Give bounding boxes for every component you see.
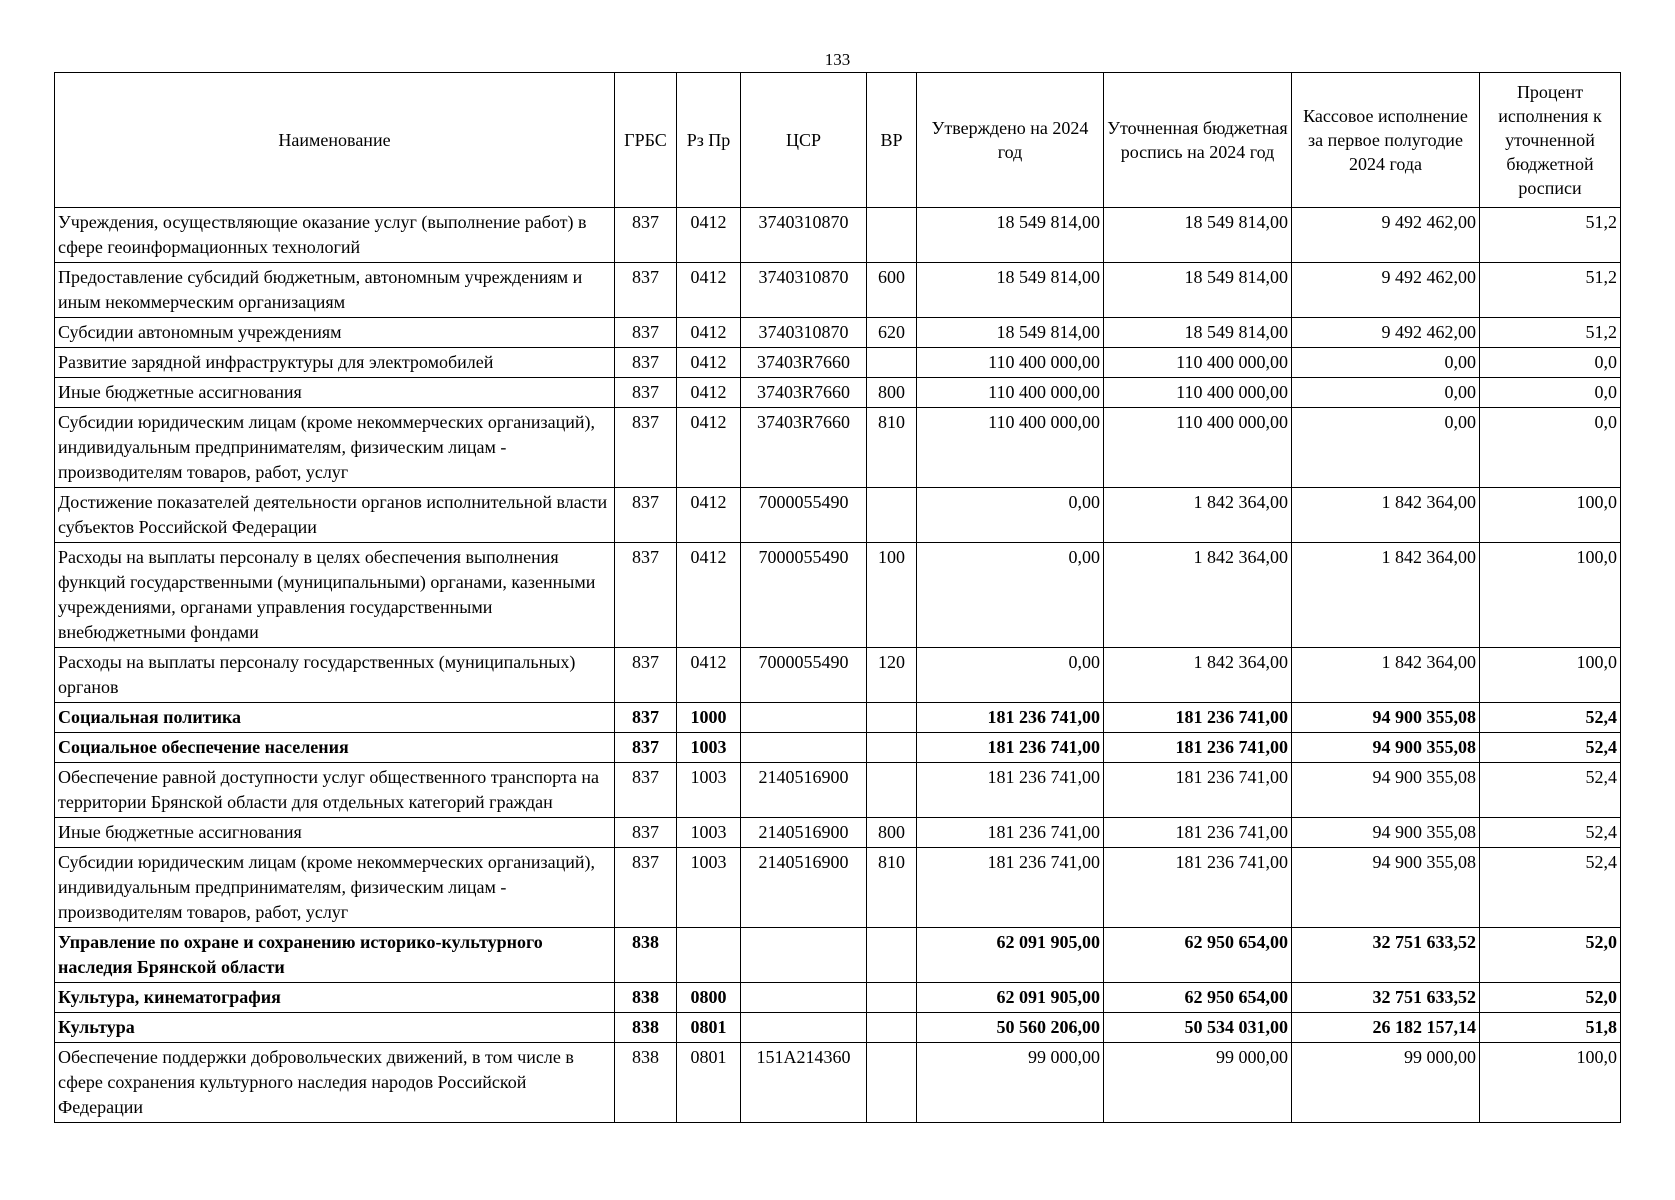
cell-approved: 181 236 741,00: [917, 763, 1104, 818]
cell-rzpr: 0412: [677, 318, 741, 348]
cell-csr: 151A214360: [741, 1043, 867, 1123]
cell-csr: 2140516900: [741, 763, 867, 818]
table-row: [55, 1013, 1621, 1043]
cell-vr: [867, 488, 917, 543]
cell-csr: 37403R7660: [741, 408, 867, 488]
cell-vr: 100: [867, 543, 917, 648]
cell-name: Управление по охране и сохранению историко-культурного наследия Брянской области: [55, 928, 615, 983]
cell-rzpr: 0412: [677, 543, 741, 648]
cell-refined: 99 000,00: [1104, 1043, 1292, 1123]
cell-name: Предоставление субсидий бюджетным, автономным учреждениям и иным некоммерческим организациям: [55, 263, 615, 318]
header-rzpr: Рз Пр: [677, 73, 741, 208]
cell-refined: 181 236 741,00: [1104, 733, 1292, 763]
cell-vr: [867, 348, 917, 378]
cell-name: Социальное обеспечение населения: [55, 733, 615, 763]
table-row: [55, 378, 1621, 408]
cell-grbs: 838: [615, 1013, 677, 1043]
cell-name: Обеспечение поддержки добровольческих движений, в том числе в сфере сохранения культурного наследия народов Российской Федерации: [55, 1043, 615, 1123]
cell-cash: 1 842 364,00: [1292, 543, 1480, 648]
cell-rzpr: [677, 928, 741, 983]
cell-approved: 62 091 905,00: [917, 928, 1104, 983]
cell-name: Субсидии юридическим лицам (кроме некоммерческих организаций), индивидуальным предпринимателям, физическим лицам - производителям товаров, работ, услуг: [55, 408, 615, 488]
cell-cash: 1 842 364,00: [1292, 648, 1480, 703]
table-row: [55, 488, 1621, 543]
cell-name: Расходы на выплаты персоналу в целях обеспечения выполнения функций государственными (муниципальными) органами, казенными учреждениями, органами управления государственными внебюджетными фондами: [55, 543, 615, 648]
page-number: 133: [824, 50, 851, 69]
cell-grbs: 837: [615, 818, 677, 848]
cell-refined: 110 400 000,00: [1104, 378, 1292, 408]
cell-percent: 100,0: [1480, 648, 1621, 703]
cell-name: Учреждения, осуществляющие оказание услуг (выполнение работ) в сфере геоинформационных технологий: [55, 208, 615, 263]
cell-csr: [741, 1013, 867, 1043]
cell-grbs: 837: [615, 848, 677, 928]
header-name: Наименование: [55, 73, 615, 208]
header-percent: Процент исполнения к уточненной бюджетной росписи: [1480, 73, 1621, 208]
cell-name: Социальная политика: [55, 703, 615, 733]
cell-percent: 52,4: [1480, 848, 1621, 928]
cell-cash: 9 492 462,00: [1292, 318, 1480, 348]
cell-grbs: 837: [615, 733, 677, 763]
cell-refined: 110 400 000,00: [1104, 348, 1292, 378]
cell-refined: 1 842 364,00: [1104, 488, 1292, 543]
cell-approved: 50 560 206,00: [917, 1013, 1104, 1043]
cell-cash: 1 842 364,00: [1292, 488, 1480, 543]
cell-rzpr: 1003: [677, 848, 741, 928]
cell-percent: 51,2: [1480, 208, 1621, 263]
cell-refined: 181 236 741,00: [1104, 848, 1292, 928]
cell-csr: 3740310870: [741, 263, 867, 318]
cell-approved: 181 236 741,00: [917, 848, 1104, 928]
cell-grbs: 837: [615, 348, 677, 378]
cell-approved: 99 000,00: [917, 1043, 1104, 1123]
cell-grbs: 837: [615, 378, 677, 408]
cell-percent: 0,0: [1480, 408, 1621, 488]
cell-vr: [867, 733, 917, 763]
cell-grbs: 837: [615, 543, 677, 648]
cell-vr: [867, 983, 917, 1013]
table-row: [55, 983, 1621, 1013]
cell-cash: 32 751 633,52: [1292, 928, 1480, 983]
header-grbs: ГРБС: [615, 73, 677, 208]
table-header-row: [55, 73, 1621, 208]
cell-grbs: 837: [615, 763, 677, 818]
cell-vr: 120: [867, 648, 917, 703]
cell-csr: [741, 983, 867, 1013]
cell-approved: 181 236 741,00: [917, 818, 1104, 848]
table-row: [55, 208, 1621, 263]
cell-cash: 94 900 355,08: [1292, 703, 1480, 733]
cell-csr: 7000055490: [741, 648, 867, 703]
header-approved: Утверждено на 2024 год: [917, 73, 1104, 208]
cell-approved: 0,00: [917, 488, 1104, 543]
cell-approved: 110 400 000,00: [917, 378, 1104, 408]
cell-percent: 52,0: [1480, 928, 1621, 983]
cell-approved: 110 400 000,00: [917, 408, 1104, 488]
cell-name: Иные бюджетные ассигнования: [55, 378, 615, 408]
cell-cash: 94 900 355,08: [1292, 818, 1480, 848]
cell-name: Иные бюджетные ассигнования: [55, 818, 615, 848]
cell-vr: [867, 208, 917, 263]
cell-approved: 18 549 814,00: [917, 208, 1104, 263]
cell-grbs: 837: [615, 208, 677, 263]
cell-refined: 181 236 741,00: [1104, 763, 1292, 818]
cell-refined: 50 534 031,00: [1104, 1013, 1292, 1043]
cell-refined: 62 950 654,00: [1104, 983, 1292, 1013]
cell-rzpr: 0412: [677, 648, 741, 703]
cell-percent: 52,4: [1480, 733, 1621, 763]
table-row: [55, 763, 1621, 818]
cell-csr: 3740310870: [741, 208, 867, 263]
cell-cash: 32 751 633,52: [1292, 983, 1480, 1013]
table-row: [55, 703, 1621, 733]
cell-percent: 52,4: [1480, 763, 1621, 818]
cell-approved: 18 549 814,00: [917, 263, 1104, 318]
table-row: [55, 1043, 1621, 1123]
cell-rzpr: 1003: [677, 763, 741, 818]
cell-refined: 18 549 814,00: [1104, 208, 1292, 263]
cell-cash: 94 900 355,08: [1292, 733, 1480, 763]
cell-approved: 181 236 741,00: [917, 733, 1104, 763]
cell-approved: 110 400 000,00: [917, 348, 1104, 378]
cell-vr: 810: [867, 408, 917, 488]
cell-percent: 52,0: [1480, 983, 1621, 1013]
cell-name: Развитие зарядной инфраструктуры для электромобилей: [55, 348, 615, 378]
table-row: [55, 348, 1621, 378]
cell-name: Субсидии автономным учреждениям: [55, 318, 615, 348]
cell-rzpr: 0412: [677, 348, 741, 378]
cell-cash: 9 492 462,00: [1292, 263, 1480, 318]
cell-percent: 51,2: [1480, 318, 1621, 348]
table-row: [55, 848, 1621, 928]
cell-cash: 0,00: [1292, 348, 1480, 378]
cell-name: Культура, кинематография: [55, 983, 615, 1013]
cell-name: Культура: [55, 1013, 615, 1043]
cell-rzpr: 0412: [677, 208, 741, 263]
cell-percent: 100,0: [1480, 1043, 1621, 1123]
cell-approved: 18 549 814,00: [917, 318, 1104, 348]
cell-percent: 51,8: [1480, 1013, 1621, 1043]
header-refined: Уточненная бюджетная роспись на 2024 год: [1104, 73, 1292, 208]
table-row: [55, 648, 1621, 703]
cell-vr: 620: [867, 318, 917, 348]
cell-cash: 94 900 355,08: [1292, 848, 1480, 928]
cell-grbs: 837: [615, 318, 677, 348]
cell-percent: 51,2: [1480, 263, 1621, 318]
cell-name: Достижение показателей деятельности органов исполнительной власти субъектов Российской Федерации: [55, 488, 615, 543]
cell-refined: 110 400 000,00: [1104, 408, 1292, 488]
table-row: [55, 928, 1621, 983]
cell-name: Обеспечение равной доступности услуг общественного транспорта на территории Брянской области для отдельных категорий граждан: [55, 763, 615, 818]
cell-grbs: 838: [615, 983, 677, 1013]
cell-grbs: 838: [615, 928, 677, 983]
cell-rzpr: 1003: [677, 733, 741, 763]
table-row: [55, 543, 1621, 648]
cell-cash: 26 182 157,14: [1292, 1013, 1480, 1043]
cell-approved: 62 091 905,00: [917, 983, 1104, 1013]
cell-cash: 94 900 355,08: [1292, 763, 1480, 818]
cell-rzpr: 0412: [677, 408, 741, 488]
table-row: [55, 263, 1621, 318]
table-row: [55, 733, 1621, 763]
cell-rzpr: 1000: [677, 703, 741, 733]
cell-vr: 600: [867, 263, 917, 318]
cell-csr: 37403R7660: [741, 348, 867, 378]
header-vr: ВР: [867, 73, 917, 208]
cell-rzpr: 0412: [677, 488, 741, 543]
cell-rzpr: 0801: [677, 1043, 741, 1123]
cell-rzpr: 0800: [677, 983, 741, 1013]
cell-csr: [741, 703, 867, 733]
budget-table: [54, 72, 1621, 1123]
header-cash: Кассовое исполнение за первое полугодие 2024 года: [1292, 73, 1480, 208]
cell-percent: 100,0: [1480, 543, 1621, 648]
cell-approved: 181 236 741,00: [917, 703, 1104, 733]
cell-csr: 7000055490: [741, 488, 867, 543]
cell-refined: 1 842 364,00: [1104, 648, 1292, 703]
table-body: [55, 208, 1621, 1123]
cell-cash: 0,00: [1292, 408, 1480, 488]
cell-refined: 181 236 741,00: [1104, 703, 1292, 733]
cell-vr: [867, 928, 917, 983]
cell-percent: 0,0: [1480, 348, 1621, 378]
header-csr: ЦСР: [741, 73, 867, 208]
cell-refined: 18 549 814,00: [1104, 318, 1292, 348]
cell-name: Расходы на выплаты персоналу государственных (муниципальных) органов: [55, 648, 615, 703]
cell-vr: [867, 703, 917, 733]
cell-refined: 1 842 364,00: [1104, 543, 1292, 648]
cell-refined: 181 236 741,00: [1104, 818, 1292, 848]
cell-vr: 810: [867, 848, 917, 928]
table-row: [55, 408, 1621, 488]
cell-vr: 800: [867, 378, 917, 408]
cell-csr: 3740310870: [741, 318, 867, 348]
cell-csr: 2140516900: [741, 818, 867, 848]
cell-rzpr: 0412: [677, 378, 741, 408]
table-row: [55, 318, 1621, 348]
cell-csr: 37403R7660: [741, 378, 867, 408]
cell-approved: 0,00: [917, 543, 1104, 648]
cell-grbs: 837: [615, 648, 677, 703]
cell-csr: [741, 733, 867, 763]
cell-refined: 18 549 814,00: [1104, 263, 1292, 318]
cell-percent: 52,4: [1480, 818, 1621, 848]
cell-vr: [867, 1043, 917, 1123]
cell-grbs: 837: [615, 488, 677, 543]
table-row: [55, 818, 1621, 848]
cell-vr: [867, 763, 917, 818]
cell-percent: 52,4: [1480, 703, 1621, 733]
cell-cash: 0,00: [1292, 378, 1480, 408]
cell-cash: 9 492 462,00: [1292, 208, 1480, 263]
cell-rzpr: 0801: [677, 1013, 741, 1043]
cell-grbs: 837: [615, 703, 677, 733]
cell-vr: 800: [867, 818, 917, 848]
cell-name: Субсидии юридическим лицам (кроме некоммерческих организаций), индивидуальным предпринимателям, физическим лицам - производителям товаров, работ, услуг: [55, 848, 615, 928]
cell-grbs: 837: [615, 408, 677, 488]
cell-grbs: 838: [615, 1043, 677, 1123]
cell-csr: [741, 928, 867, 983]
cell-vr: [867, 1013, 917, 1043]
cell-csr: 7000055490: [741, 543, 867, 648]
cell-refined: 62 950 654,00: [1104, 928, 1292, 983]
cell-rzpr: 0412: [677, 263, 741, 318]
cell-csr: 2140516900: [741, 848, 867, 928]
cell-approved: 0,00: [917, 648, 1104, 703]
cell-rzpr: 1003: [677, 818, 741, 848]
cell-percent: 0,0: [1480, 378, 1621, 408]
cell-grbs: 837: [615, 263, 677, 318]
cell-cash: 99 000,00: [1292, 1043, 1480, 1123]
cell-percent: 100,0: [1480, 488, 1621, 543]
